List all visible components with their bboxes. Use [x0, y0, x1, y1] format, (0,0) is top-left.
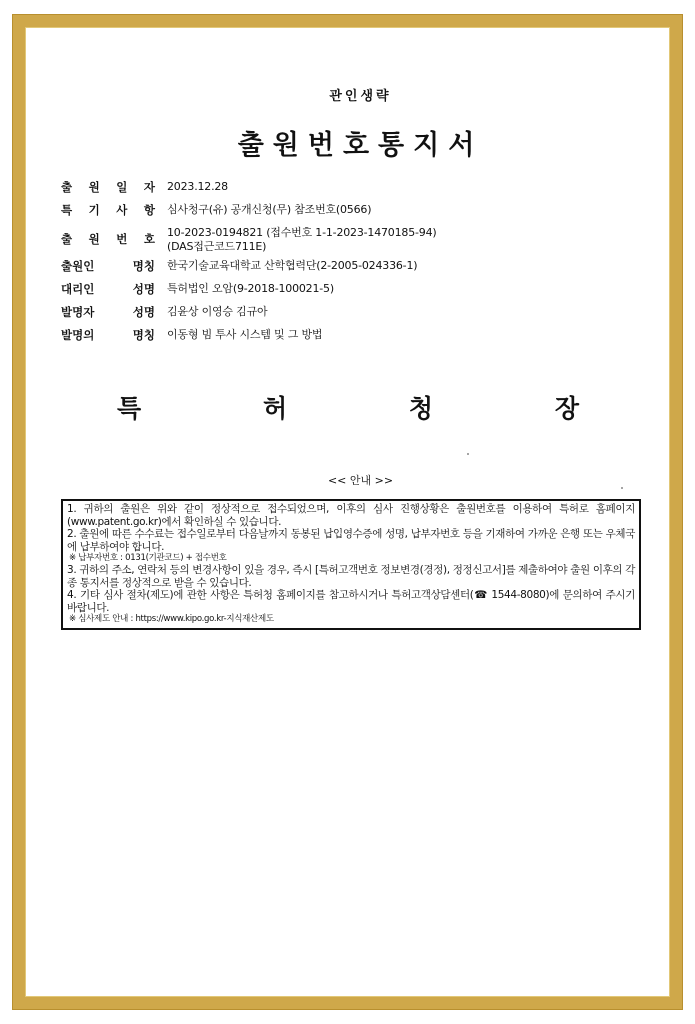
field-label: 대리인 성명 [61, 282, 155, 296]
field-value: 한국기술교육대학교 산학협력단(2-2005-024336-1) [167, 259, 418, 272]
field-inventor-names [61, 305, 661, 328]
notice-item: 4. 기타 심사 절차(제도)에 관한 사항은 특허청 홈페이지를 참고하시거나 특허고객상담센터(☎ 1544-8080)에 문의하여 주시기 바랍니다. [67, 589, 635, 614]
field-label: 출원인 명칭 [61, 259, 155, 273]
seal-omitted-label: 관인생략 [329, 89, 392, 104]
notice-item: 2. 출원에 따른 수수료는 접수일로부터 다음날까지 동봉된 납입영수증에 성명, 납부자번호 등을 기재하여 가까운 은행 또는 우체국에 납부하여야 합니다. [67, 528, 635, 553]
field-value [167, 226, 661, 254]
field-label: 출 원 번 호 [61, 232, 155, 246]
issuer-kipo-commissioner [117, 389, 579, 425]
field-label: 출 원 일 자 [61, 180, 155, 194]
notice-footnote: ※ 납부자번호 : 0131(기관코드) + 접수번호 [69, 553, 227, 563]
field-value: 김윤상 이영승 김규아 [167, 305, 268, 318]
application-number: 10-2023-0194821 (접수번호 1-1-2023-1470185-94) [167, 226, 437, 239]
notice-item: 3. 귀하의 주소, 연락처 등의 변경사항이 있을 경우, 즉시 [특허고객번호 정보변경(경정), 정정신고서]를 제출하여야 출원 이후의 각종 통지서를 정상적으로 받을 수 있습니다. [67, 564, 635, 589]
field-applicant-name [61, 259, 661, 282]
field-label: 특 기 사 항 [61, 203, 155, 217]
scan-speck [621, 487, 623, 489]
scan-speck [467, 453, 469, 455]
notice-footnote: ※ 심사제도 안내 : https://www.kipo.go.kr-지식재산제도 [69, 614, 274, 624]
field-value: 2023.12.28 [167, 180, 228, 193]
field-invention-title [61, 328, 661, 351]
field-application-number [61, 226, 661, 259]
field-label: 발명의 명칭 [61, 328, 155, 342]
guide-notice-box [61, 499, 641, 630]
issuer-char: 장 [554, 394, 579, 423]
das-access-code: (DAS접근코드711E) [167, 240, 267, 253]
field-value: 심사청구(유) 공개신청(무) 참조번호(0566) [167, 203, 372, 216]
issuer-char: 허 [262, 394, 288, 423]
document-title: 출원번호통지서 [237, 130, 484, 161]
application-fields [61, 180, 661, 351]
certificate-frame [12, 14, 683, 1010]
field-agent-name [61, 282, 661, 305]
field-value: 특허법인 오암(9-2018-100021-5) [167, 282, 334, 295]
field-label: 발명자 성명 [61, 305, 155, 319]
field-filing-date [61, 180, 661, 203]
issuer-char: 특 [117, 394, 142, 423]
field-special-notes [61, 203, 661, 226]
notice-item: 1. 귀하의 출원은 위와 같이 정상적으로 접수되었으며, 이후의 심사 진행상황은 출원번호를 이용하여 특허로 홈페이지(www.patent.go.kr)에서 확인하실 수 있습니다. [67, 503, 635, 528]
field-value: 이동형 빔 투사 시스템 및 그 방법 [167, 328, 323, 341]
guide-heading: << 안내 >> [327, 474, 394, 487]
issuer-char: 청 [408, 394, 434, 423]
